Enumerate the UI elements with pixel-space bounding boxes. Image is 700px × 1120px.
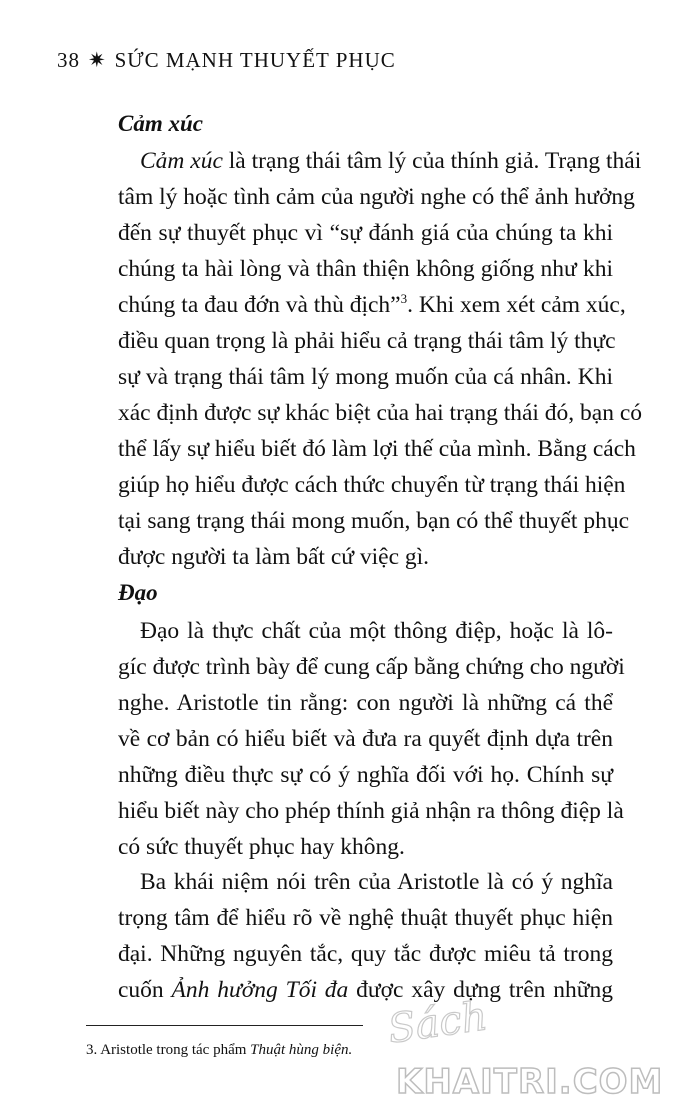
paragraph-line: sự và trạng thái tâm lý mong muốn của cá nhân. Khi — [118, 364, 613, 390]
running-header — [57, 48, 396, 73]
footnote-italic: Thuật hùng biện. — [250, 1042, 353, 1058]
paragraph-line: tâm lý hoặc tình cảm của người nghe có thể ảnh hưởng — [118, 184, 635, 210]
paragraph-line: được người ta làm bất cứ việc gì. — [118, 544, 430, 570]
footnote-reference: 3 — [400, 291, 408, 307]
paragraph-line: hiểu biết này cho phép thính giả nhận ra thông điệp là — [118, 798, 624, 824]
paragraph-line: thể lấy sự hiểu biết đó làm lợi thế của mình. Bằng cách — [118, 436, 636, 462]
paragraph-line: tại sang trạng thái mong muốn, bạn có thể thuyết phục — [118, 508, 630, 534]
paragraph-line: những điều thực sự có ý nghĩa đối với họ. Chính sự — [118, 762, 613, 788]
paragraph-line: đại. Những nguyên tắc, quy tắc được miêu tả trong — [118, 941, 613, 967]
paragraph-line: có sức thuyết phục hay không. — [118, 834, 405, 860]
paragraph-line: chúng ta đau đớn và thù địch”$^3$. Khi xem xét cảm xúc, — [118, 291, 626, 318]
section-heading-cam-xuc: Cảm xúc — [118, 111, 203, 136]
separator-star-icon: ✷ — [88, 48, 107, 72]
paragraph-line: đến sự thuyết phục vì “sự đánh giá của chúng ta khi — [118, 220, 613, 246]
paragraph-line: về cơ bản có hiểu biết và đưa ra quyết định dựa trên — [118, 726, 613, 752]
paragraph-line: điều quan trọng là phải hiểu cả trạng thái tâm lý thực — [118, 328, 616, 354]
footnote-number: 3. — [86, 1042, 98, 1058]
emphasis-term: Cảm xúc — [140, 148, 223, 174]
watermark-logo-site: KHAITRI.COM — [396, 1062, 664, 1102]
paragraph-line: nghe. Aristotle tin rằng: con người là những cá thể — [118, 690, 613, 716]
paragraph-line: chúng ta hài lòng và thân thiện không giống như khi — [118, 256, 613, 282]
paragraph-line: Ba khái niệm nói trên của Aristotle là có ý nghĩa — [140, 869, 613, 895]
footnote: 3. Aristotle trong tác phẩm Thuật hùng biện. — [86, 1042, 353, 1058]
paragraph-line: trọng tâm để hiểu rõ về nghệ thuật thuyết phục hiện — [118, 905, 613, 931]
watermark-logo-script: Sách — [385, 993, 491, 1053]
book-title: SỨC MẠNH THUYẾT PHỤC — [114, 48, 396, 72]
paragraph-line: giúp họ hiểu được cách thức chuyển từ trạng thái hiện — [118, 472, 626, 498]
paragraph-line: Cảm xúc là trạng thái tâm lý của thính giả. Trạng thái — [140, 148, 642, 174]
paragraph-line: xác định được sự khác biệt của hai trạng thái đó, bạn có — [118, 400, 643, 426]
footnote-divider — [86, 1025, 363, 1026]
paragraph-line: gíc được trình bày để cung cấp bằng chứng cho người — [118, 654, 625, 680]
paragraph-line: cuốn Ảnh hưởng Tối đa được xây dựng trên những — [118, 977, 613, 1003]
section-heading-dao: Đạo — [118, 580, 158, 605]
page-number: 38 — [57, 48, 80, 72]
paragraph-line: Đạo là thực chất của một thông điệp, hoặc là lô- — [140, 618, 613, 644]
book-title-italic: Ảnh hưởng Tối đa — [171, 977, 349, 1003]
